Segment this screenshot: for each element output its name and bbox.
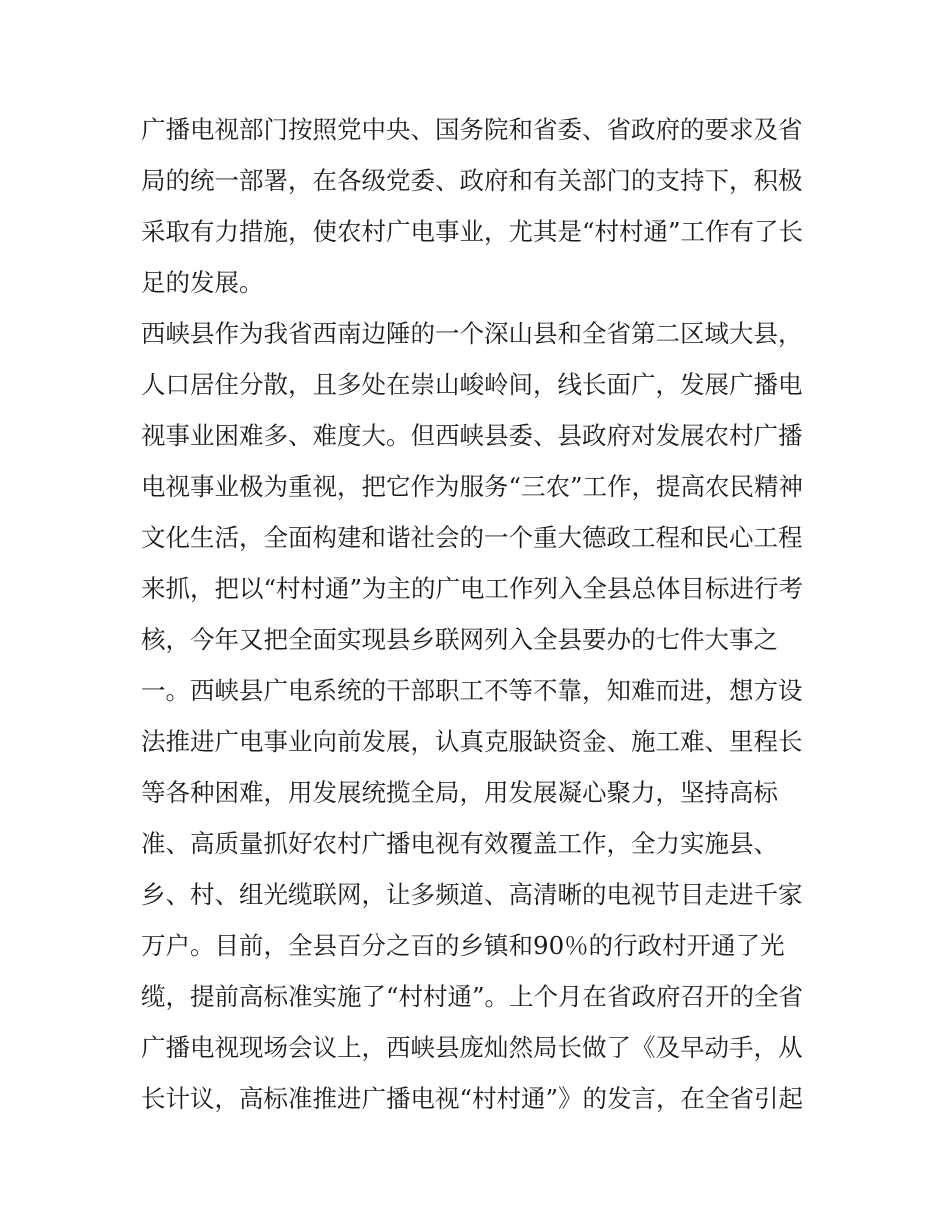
text-line: 文化生活，全面构建和谐社会的一个重大德政工程和民心工程: [141, 523, 803, 552]
text-line: 核，今年又把全面实现县乡联网列入全县要办的七件大事之: [141, 625, 778, 654]
text-line: 人口居住分散，且多处在崇山峻岭间，线长面广，发展广播电: [141, 370, 803, 399]
text-line: 法推进广电事业向前发展，认真克服缺资金、施工难、里程长: [141, 727, 803, 756]
text-line: 缆，提前高标准实施了“村村通”。上个月在省政府召开的全省: [141, 982, 804, 1011]
text-line: 西峡县作为我省西南边陲的一个深山县和全省第二区域大县，: [141, 319, 803, 348]
text-line: 广播电视部门按照党中央、国务院和省委、省政府的要求及省: [141, 115, 803, 144]
text-line: 足的发展。: [141, 268, 264, 297]
text-line: 一。西峡县广电系统的干部职工不等不靠，知难而进，想方设: [141, 676, 803, 705]
text-line: 局的统一部署，在各级党委、政府和有关部门的支持下，积极: [141, 166, 803, 195]
body-text: [141, 104, 821, 1124]
text-line: 来抓，把以“村村通”为主的广电工作列入全县总体目标进行考: [141, 574, 804, 603]
text-line: 电视事业极为重视，把它作为服务“三农”工作，提高农民精神: [141, 472, 804, 501]
text-line: 准、高质量抓好农村广播电视有效覆盖工作，全力实施县、: [141, 829, 778, 858]
text-line: 视事业困难多、难度大。但西峡县委、县政府对发展农村广播: [141, 421, 803, 450]
text-line: 长计议，高标准推进广播电视“村村通”》的发言，在全省引起: [141, 1084, 804, 1113]
text-line: 乡、村、组光缆联网，让多频道、高清晰的电视节目走进千家: [141, 880, 803, 909]
text-line: 万户。目前，全县百分之百的乡镇和90％的行政村开通了光: [141, 931, 785, 960]
text-line: 广播电视现场会议上，西峡县庞灿然局长做了《及早动手，从: [141, 1033, 803, 1062]
text-line: 采取有力措施，使农村广电事业，尤其是“村村通”工作有了长: [141, 217, 804, 246]
text-line: 等各种困难，用发展统揽全局，用发展凝心聚力，坚持高标: [141, 778, 778, 807]
